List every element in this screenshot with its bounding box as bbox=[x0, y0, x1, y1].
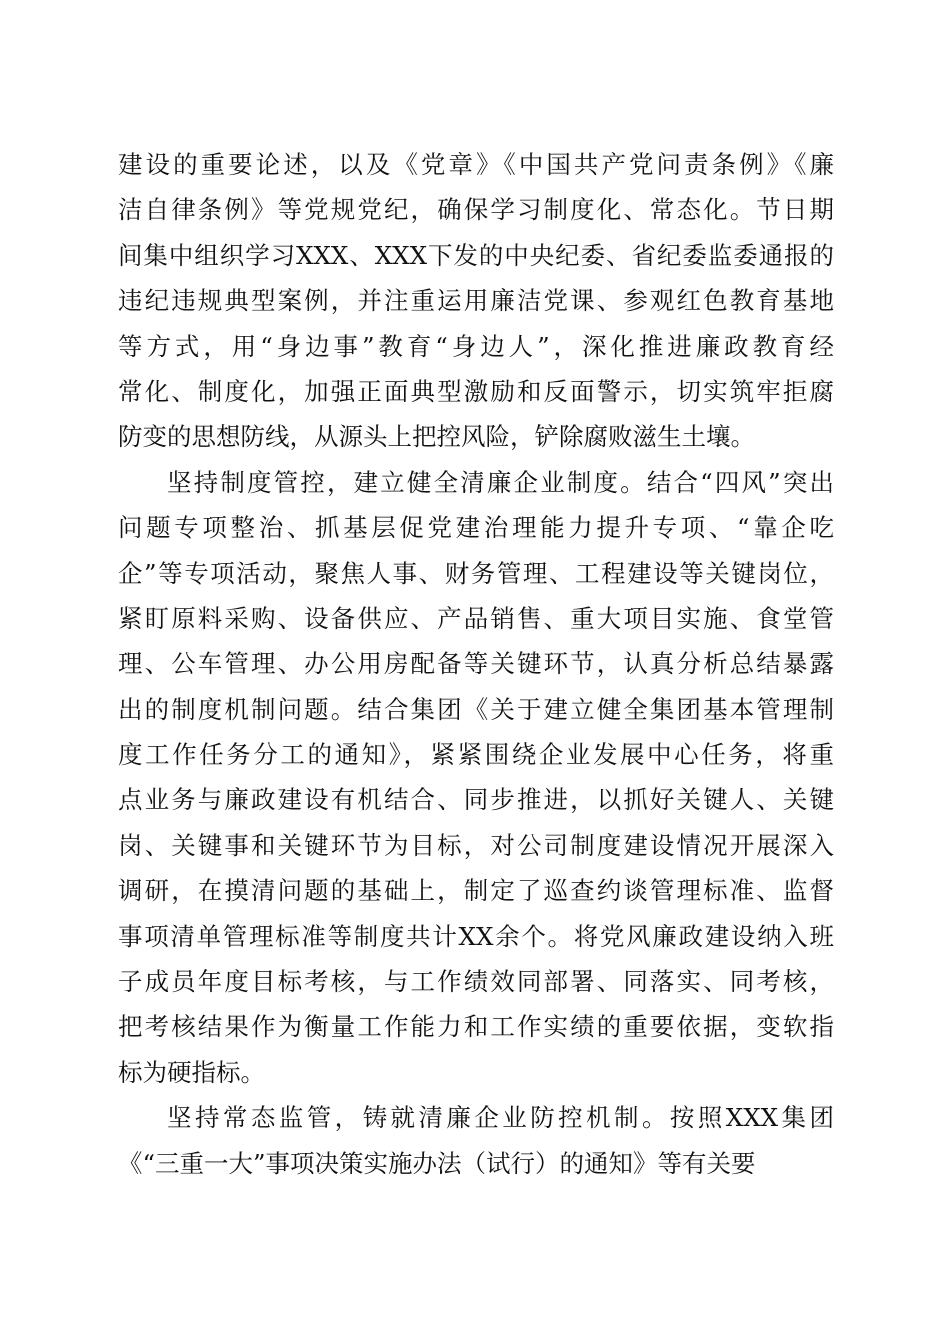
text-line: 违纪违规典型案例，并注重运用廉洁党课、参观红色教育基地 bbox=[118, 286, 834, 316]
text-line: 把考核结果作为衡量工作能力和工作实绩的重要依据，变软指 bbox=[118, 1012, 834, 1042]
text-line: 子成员年度目标考核，与工作绩效同部署、同落实、同考核， bbox=[118, 967, 834, 997]
text-line: 度工作任务分工的通知》，紧紧围绕企业发展中心任务，将重 bbox=[118, 740, 834, 770]
text-line: 标为硬指标。 bbox=[118, 1057, 265, 1087]
text-line: 《“三重一大”事项决策实施办法（试行）的通知》等有关要 bbox=[118, 1148, 756, 1178]
text-line: 岗、关键事和关键环节为目标，对公司制度建设情况开展深入 bbox=[118, 830, 834, 860]
text-line: 事项清单管理标准等制度共计XX余个。将党风廉政建设纳入班 bbox=[118, 921, 834, 951]
text-line: 问题专项整治、抓基层促党建治理能力提升专项、“靠企吃 bbox=[118, 513, 834, 543]
text-line: 等方式，用“身边事”教育“身边人”，深化推进廉政教育经 bbox=[118, 331, 834, 361]
text-line: 企”等专项活动，聚焦人事、财务管理、工程建设等关键岗位， bbox=[118, 558, 834, 588]
text-line: 常化、制度化，加强正面典型激励和反面警示，切实筑牢拒腐 bbox=[118, 376, 834, 406]
text-line: 坚持制度管控，建立健全清廉企业制度。结合“四风”突出 bbox=[167, 467, 834, 497]
paragraph-2 bbox=[118, 460, 834, 1095]
text-line: 理、公车管理、办公用房配备等关键环节，认真分析总结暴露 bbox=[118, 649, 834, 679]
text-line: 紧盯原料采购、设备供应、产品销售、重大项目实施、食堂管 bbox=[118, 603, 834, 633]
text-line: 出的制度机制问题。结合集团《关于建立健全集团基本管理制 bbox=[118, 694, 834, 724]
text-line: 防变的思想防线，从源头上把控风险，铲除腐败滋生土壤。 bbox=[118, 422, 755, 452]
document-body bbox=[118, 142, 834, 1186]
text-line: 洁自律条例》等党规党纪，确保学习制度化、常态化。节日期 bbox=[118, 195, 834, 225]
text-line: 建设的重要论述，以及《党章》《中国共产党问责条例》《廉 bbox=[118, 150, 834, 179]
text-line: 坚持常态监管，铸就清廉企业防控机制。按照XXX集团 bbox=[167, 1103, 834, 1133]
text-line: 间集中组织学习XXX、XXX下发的中央纪委、省纪委监委通报的 bbox=[118, 240, 834, 270]
paragraph-3 bbox=[118, 1095, 834, 1186]
text-line: 点业务与廉政建设有机结合、同步推进，以抓好关键人、关键 bbox=[118, 785, 834, 815]
paragraph-1 bbox=[118, 142, 834, 460]
text-line: 调研，在摸清问题的基础上，制定了巡查约谈管理标准、监督 bbox=[118, 876, 834, 906]
